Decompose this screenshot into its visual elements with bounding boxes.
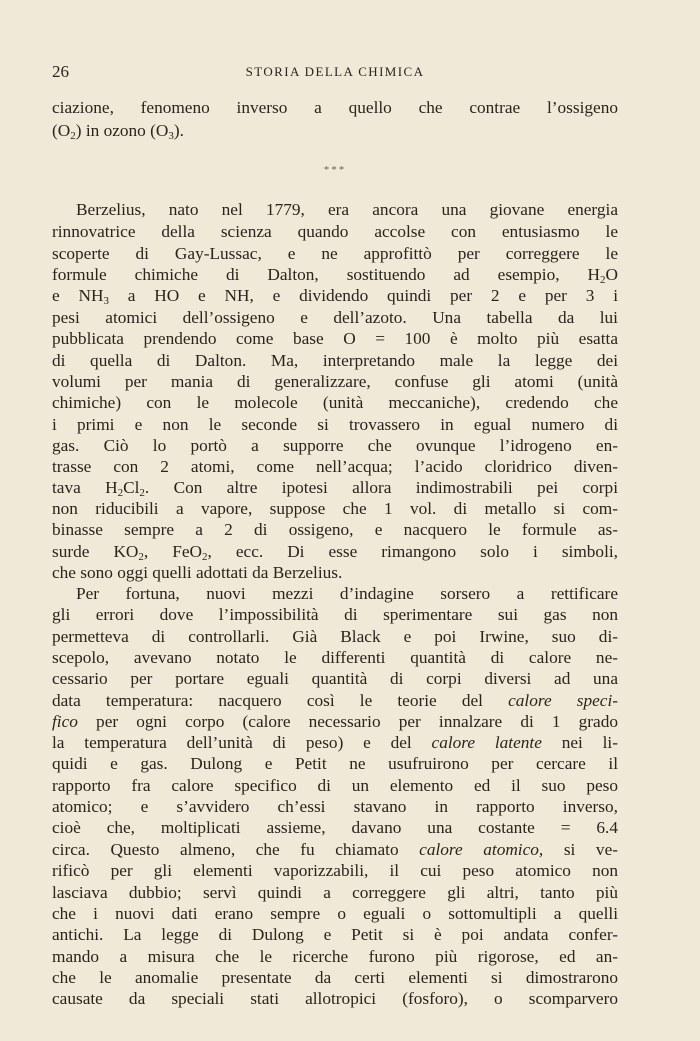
text-line: scepolo, avevano notato le differenti quantità di calore ne- [52,648,618,667]
page-header [52,62,618,86]
text-line: causate da speciali stati allotropici (fosforo), o scomparvero [52,989,618,1008]
text-run: data temperatura: nacquero così le teorie del [52,691,483,710]
page-number: 26 [52,62,69,81]
text-run: la temperatura dell’unità di peso) e del [52,733,412,752]
running-title: STORIA DELLA CHIMICA [245,64,425,79]
text-line: che le anomalie presentate da certi elementi si dimostrarono [52,968,618,987]
text-line: chimiche) con le molecole (unità meccaniche), credendo che [52,393,618,412]
text-line: formule chimiche di Dalton, sostituendo ad esempio, $H_2O$ [52,265,618,286]
text-line: che sono oggi quelli adottati da Berzelius. [52,563,343,582]
italic-term: calore atomico, [419,840,544,859]
text-run: nei li- [561,733,618,752]
text-line: gas. Ciò lo portò a supporre che ovunque l’idrogeno en- [52,436,618,455]
text-line: surde $KO_2$, FeO$_2$, ecc. Di esse rimangono solo i simboli, [52,542,618,563]
section-ornament: *** [323,164,347,176]
text-line: i primi e non le seconde si trovassero in egual numero di [52,415,618,434]
text-line: Per fortuna, nuovi mezzi d’indagine sorsero a rettificare [76,584,618,603]
text-run: si ve- [563,840,618,859]
italic-term: calore speci- [508,691,619,710]
text-line: mando a misura che le ricerche furono più rigorose, ed an- [52,947,618,966]
text-line: scoperte di Gay-Lussac, e ne approfittò per correggere le [52,244,618,263]
text-line: pesi atomici dell’ossigeno e dell’azoto. Una tabella da lui [52,308,618,327]
text-line: cessario per portare eguali quantità di corpi diversi ad una [52,669,618,688]
text-line-mixed [52,839,618,860]
text-line: di quella di Dalton. Ma, interpretando male la legge dei [52,351,618,370]
text-line: cioè che, moltiplicati assieme, davano una costante = 6.4 [52,818,618,837]
text-line: volumi per mania di generalizzare, confuse gli atomi (unità [52,372,618,391]
text-line: binasse sempre a 2 di ossigeno, e nacquero le formule as- [52,520,618,539]
text-line: atomico; e s’avvidero ch’essi stavano in rapporto inverso, [52,797,618,816]
text-line: gli errori dove l’impossibilità di sperimentare sui gas non [52,605,618,624]
text-line: rificò per gli elementi vaporizzabili, il cui peso atomico non [52,861,618,880]
text-line: lasciava dubbio; servì quindi a correggere gli altri, tanto più [52,883,618,902]
italic-term: calore latente [431,733,542,752]
text-line: antichi. La legge di Dulong e Petit si è poi andata confer- [52,925,618,944]
text-line: rinnovatrice della scienza quando accolse con entusiasmo le [52,222,618,241]
text-line-mixed [52,690,618,711]
text-line: trasse con 2 atomi, come nell’acqua; l’acido cloridrico diven- [52,457,618,476]
text-line: ciazione, fenomeno inverso a quello che contrae l’ossigeno [52,98,618,117]
text-line: quidi e gas. Dulong e Petit ne usufruirono per cercare il [52,754,618,773]
text-line: e $NH_3$ a HO e NH, e dividendo quindi per 2 e per 3 i [52,286,618,307]
text-line: che i nuovi dati erano sempre o eguali o sottomultipli a quelli [52,904,618,923]
text-line-mixed [52,711,618,732]
text-line: $(O_2)$ in ozono $(O_3)$. [52,121,184,142]
text-line: rapporto fra calore specifico di un elemento ed il suo peso [52,776,618,795]
text-run: per ogni corpo (calore necessario per innalzare di 1 grado [96,712,618,731]
text-line: pubblicata prendendo come base O = 100 è molto più esatta [52,329,618,348]
text-line: Berzelius, nato nel 1779, era ancora una giovane energia [76,200,618,219]
italic-term: fico [52,712,78,731]
text-line: tava $H_2Cl_2$. Con altre ipotesi allora indimostrabili pei corpi [52,478,618,499]
text-line-mixed [52,732,618,753]
text-run: circa. Questo almeno, che fu chiamato [52,840,399,859]
text-line: permetteva di controllarli. Già Black e poi Irwine, suo di- [52,627,618,646]
text-line: non riducibili a vapore, suppose che 1 vol. di metallo si com- [52,499,618,518]
